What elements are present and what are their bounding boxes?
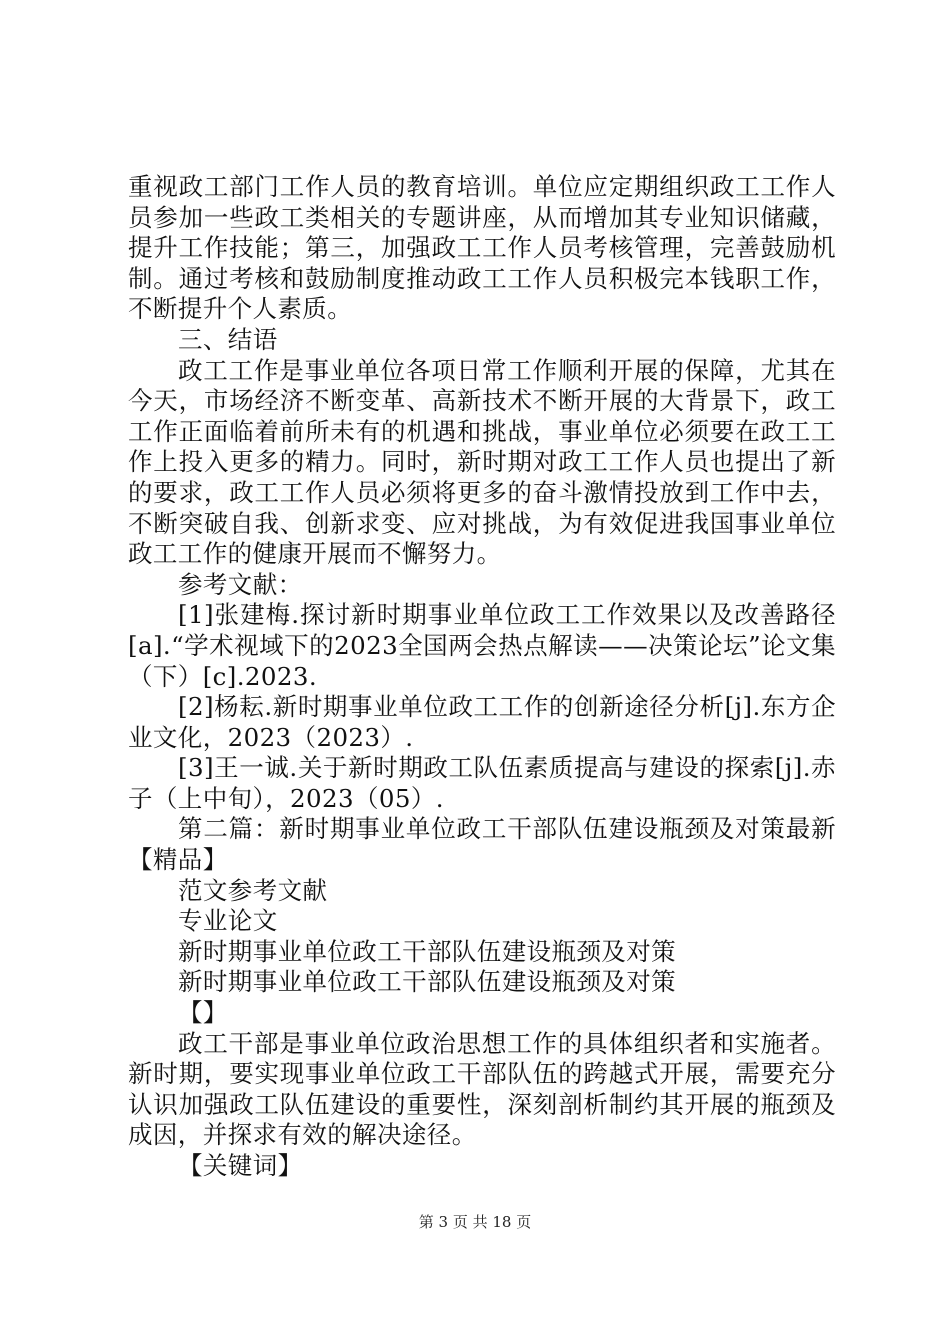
reference-item: [2]杨耘.新时期事业单位政工工作的创新途径分析[j].东方企业文化，2023（2023）. <box>128 692 836 752</box>
article-title-second: 第二篇：新时期事业单位政工干部队伍建设瓶颈及对策最新【精品】 <box>128 814 836 875</box>
reference-item: [3]王一诚.关于新时期政工队伍素质提高与建设的探索[j].赤子（上中旬），2023（05）. <box>128 753 836 813</box>
reference-item: [1]张建梅.探讨新时期事业单位政工工作效果以及改善路径[a].“学术视域下的2023全国两会热点解读——决策论坛”论文集（下）[c].2023. <box>128 600 836 691</box>
document-body <box>128 172 836 1182</box>
keywords-heading: 【关键词】 <box>178 1151 303 1180</box>
category-label: 专业论文 <box>178 906 278 936</box>
abstract-bracket: 【】 <box>178 998 228 1028</box>
article-subtitle: 新时期事业单位政工干部队伍建设瓶颈及对策 <box>178 967 676 997</box>
section-heading-conclusion: 三、结语 <box>178 324 278 354</box>
references-heading: 参考文献： <box>178 569 303 599</box>
category-label: 范文参考文献 <box>178 875 328 905</box>
article-subtitle: 新时期事业单位政工干部队伍建设瓶颈及对策 <box>178 936 676 966</box>
paragraph-conclusion: 政工工作是事业单位各项日常工作顺利开展的保障，尤其在今天，市场经济不断变革、高新技术不断开展的大背景下，政工工作正面临着前所未有的机遇和挑战，事业单位必须要在政工工作上投入更多的精力。同时，新时期对政工工作人员也提出了新的要求，政工工作人员必须将更多的奋斗激情投放到工作中去，不断突破自我、创新求变、应对挑战，为有效促进我国事业单位政工工作的健康开展而不懈努力。 <box>128 355 836 569</box>
page-number-footer: 第 3 页 共 18 页 <box>418 1213 532 1231</box>
paragraph-abstract: 政工干部是事业单位政治思想工作的具体组织者和实施者。新时期，要实现事业单位政工干部队伍的跨越式开展，需要充分认识加强政工队伍建设的重要性，深刻剖析制约其开展的瓶颈及成因，并探求有效的解决途径。 <box>128 1028 836 1150</box>
paragraph-training: 重视政工部门工作人员的教育培训。单位应定期组织政工工作人员参加一些政工类相关的专题讲座，从而增加其专业知识储藏，提升工作技能；第三，加强政工工作人员考核管理，完善鼓励机制。通过考核和鼓励制度推动政工工作人员积极完本钱职工作，不断提升个人素质。 <box>128 172 836 324</box>
